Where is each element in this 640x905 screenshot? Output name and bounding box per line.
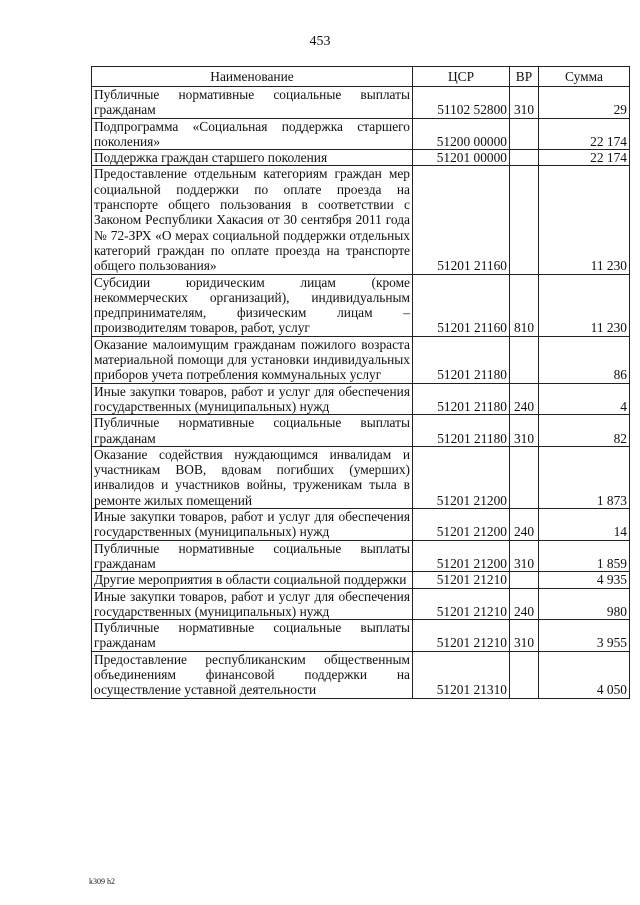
row-name: Оказание содействия нуждающимся инвалидам и участникам ВОВ, вдовам погибших (умерших) инвалидов и участников войны, труженикам тыла в ремонте жилых помещений [92,446,413,508]
row-vr [510,166,539,274]
header-sum: Сумма [539,67,630,87]
row-csr: 51201 21310 [413,651,510,698]
row-name: Иные закупки товаров, работ и услуг для обеспечения государственных (муниципальных) нужд [92,383,413,415]
row-sum: 22 174 [539,118,630,150]
row-csr: 51201 21180 [413,383,510,415]
row-csr: 51201 21180 [413,336,510,383]
row-name: Публичные нормативные социальные выплаты гражданам [92,87,413,119]
row-sum: 1 873 [539,446,630,508]
row-sum: 1 859 [539,540,630,572]
row-csr: 51201 21200 [413,446,510,508]
row-name: Публичные нормативные социальные выплаты гражданам [92,620,413,652]
table-row [92,166,630,274]
row-sum: 82 [539,415,630,447]
row-csr: 51201 21200 [413,509,510,541]
row-csr: 51200 00000 [413,118,510,150]
table-row [92,87,630,119]
row-sum: 11 230 [539,166,630,274]
row-name: Публичные нормативные социальные выплаты гражданам [92,540,413,572]
table-header-row [92,67,630,87]
table-row [92,118,630,150]
row-vr: 810 [510,274,539,336]
table-row [92,540,630,572]
row-csr: 51201 21160 [413,166,510,274]
row-sum: 14 [539,509,630,541]
row-sum: 4 050 [539,651,630,698]
table-row [92,336,630,383]
row-vr [510,150,539,166]
row-csr: 51102 52800 [413,87,510,119]
row-sum: 3 955 [539,620,630,652]
row-vr: 310 [510,87,539,119]
row-csr: 51201 21210 [413,588,510,620]
row-csr: 51201 00000 [413,150,510,166]
row-vr [510,118,539,150]
row-vr [510,446,539,508]
row-csr: 51201 21160 [413,274,510,336]
row-vr: 240 [510,509,539,541]
row-sum: 22 174 [539,150,630,166]
table-row [92,572,630,588]
row-name: Другие мероприятия в области социальной поддержки [92,572,413,588]
row-sum: 4 [539,383,630,415]
page-number: 453 [309,34,331,49]
row-name: Подпрограмма «Социальная поддержка старшего поколения» [92,118,413,150]
row-csr: 51201 21210 [413,620,510,652]
row-vr: 240 [510,588,539,620]
row-vr [510,336,539,383]
table-row [92,651,630,698]
row-vr: 240 [510,383,539,415]
row-name: Оказание малоимущим гражданам пожилого возраста материальной помощи для установки индивидуальных приборов учета потребления коммунальных услуг [92,336,413,383]
row-name: Иные закупки товаров, работ и услуг для обеспечения государственных (муниципальных) нужд [92,509,413,541]
header-vr: ВР [510,67,539,87]
budget-table [91,66,630,699]
table-row [92,509,630,541]
table-row [92,588,630,620]
row-name: Публичные нормативные социальные выплаты гражданам [92,415,413,447]
row-name: Субсидии юридическим лицам (кроме некоммерческих организаций), индивидуальным предпринимателям, физическим лицам – производителям товаров, работ, услуг [92,274,413,336]
table-row [92,383,630,415]
row-vr: 310 [510,415,539,447]
row-sum: 980 [539,588,630,620]
row-vr: 310 [510,540,539,572]
row-name: Иные закупки товаров, работ и услуг для обеспечения государственных (муниципальных) нужд [92,588,413,620]
table-row [92,150,630,166]
header-name: Наименование [92,67,413,87]
row-sum: 86 [539,336,630,383]
table-row [92,620,630,652]
row-sum: 11 230 [539,274,630,336]
row-csr: 51201 21210 [413,572,510,588]
row-vr: 310 [510,620,539,652]
table-row [92,415,630,447]
footer-code: k309 h2 [89,877,115,886]
row-vr [510,572,539,588]
row-name: Предоставление отдельным категориям граждан мер социальной поддержки по оплате проезда на транспорте общего пользования в соответствии с Законом Республики Хакасия от 30 сентября 2011 года № 72-ЗРХ «О мерах социальной поддержки отдельных категорий граждан по оплате проезда на транспорте общего пользования» [92,166,413,274]
row-sum: 4 935 [539,572,630,588]
table-row [92,274,630,336]
table-row [92,446,630,508]
row-csr: 51201 21180 [413,415,510,447]
row-csr: 51201 21200 [413,540,510,572]
row-name: Предоставление республиканским общественным объединениям финансовой поддержки на осуществление уставной деятельности [92,651,413,698]
header-csr: ЦСР [413,67,510,87]
row-sum: 29 [539,87,630,119]
row-vr [510,651,539,698]
row-name: Поддержка граждан старшего поколения [92,150,413,166]
